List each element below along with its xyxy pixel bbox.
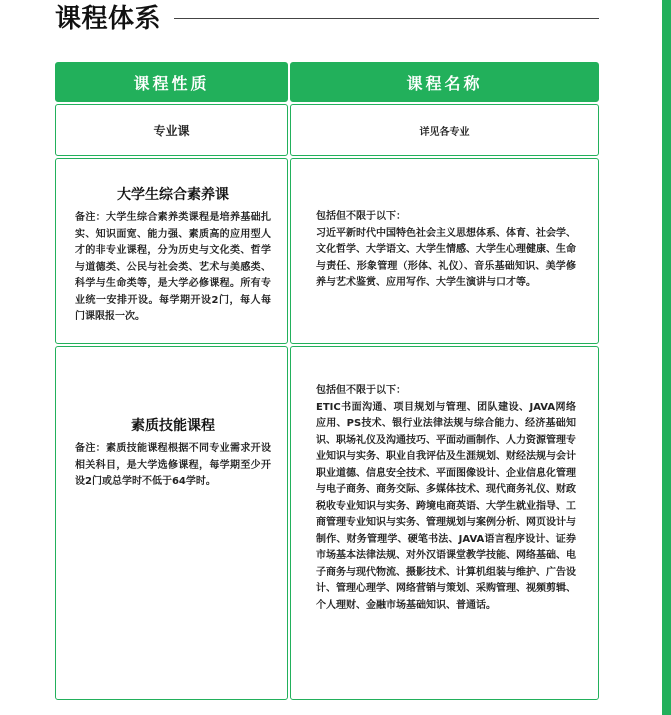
header-course-nature: 课程性质 <box>55 62 288 102</box>
page-title: 课程体系 <box>55 4 162 34</box>
literacy-list-body: 习近平新时代中国特色社会主义思想体系、体育、社会学、文化哲学、大学语文、大学生情感、大学生心理健康、生命与责任、形象管理（形体、礼仪）、音乐基础知识、美学修养与艺术鉴赏、应用写作、大学生演讲与口才等。 <box>316 227 576 288</box>
skills-list-body: ETIC书面沟通、项目规划与管理、团队建设、JAVA网络应用、PS技术、银行业法律法规与综合能力、经济基础知识、职场礼仪及沟通技巧、平面动画制作、人力资源管理专业知识与实务、职业自我评估及生涯规划、财经法规与会计职业道德、信息安全技术、平面图像设计、企业信息化管理与电子商务、商务交际、多媒体技术、现代商务礼仪、财政税收专业知识与实务、跨境电商英语、大学生就业指导、工商管理专业知识与实务、管理规划与案例分析、网页设计与制作、财务管理学、硬笔书法、JAVA语言程序设计、证券市场基本法律法规、对外汉语课堂教学技能、网络基础、电子商务与现代物流、摄影技术、计算机组装与维护、广告设计、管理心理学、网络营销与策划、采购管理、视频剪辑、个人理财、金融市场基础知识、普通话。 <box>316 401 576 611</box>
row-literacy-nature <box>55 158 288 344</box>
row-major-name <box>290 104 599 156</box>
literacy-course-list <box>316 209 576 292</box>
right-accent-bar <box>662 0 671 715</box>
literacy-category-note: 备注：大学生综合素养类课程是培养基础扎实、知识面宽、能力强、素质高的应用型人才的非专业课程，分为历史与文化类、哲学与道德类、公民与社会类、艺术与美感类、科学与生命类等，是大学必修课程。所有专业统一安排开设。每学期开设2门，每人每门课限报一次。 <box>75 212 271 322</box>
literacy-category-title: 大学生综合素养课 <box>117 187 229 203</box>
row-skills-nature <box>55 346 288 700</box>
title-divider <box>174 18 599 19</box>
skills-course-list <box>316 383 576 614</box>
row-major-nature <box>55 104 288 156</box>
skills-category-title: 素质技能课程 <box>131 418 215 434</box>
row-skills-courses <box>290 346 599 700</box>
literacy-category-block <box>75 184 271 326</box>
skills-category-note: 备注：素质技能课程根据不同专业需求开设相关科目，是大学选修课程，每学期至少开设2门或总学时不低于64学时。 <box>75 443 271 487</box>
skills-list-intro: 包括但不限于以下： <box>316 385 406 396</box>
literacy-list-intro: 包括但不限于以下： <box>316 211 406 222</box>
major-course-detail: 详见各专业 <box>419 126 470 138</box>
skills-category-block <box>75 415 271 491</box>
header-course-name: 课程名称 <box>290 62 599 102</box>
row-literacy-courses <box>290 158 599 344</box>
major-course-label: 专业课 <box>153 123 190 138</box>
